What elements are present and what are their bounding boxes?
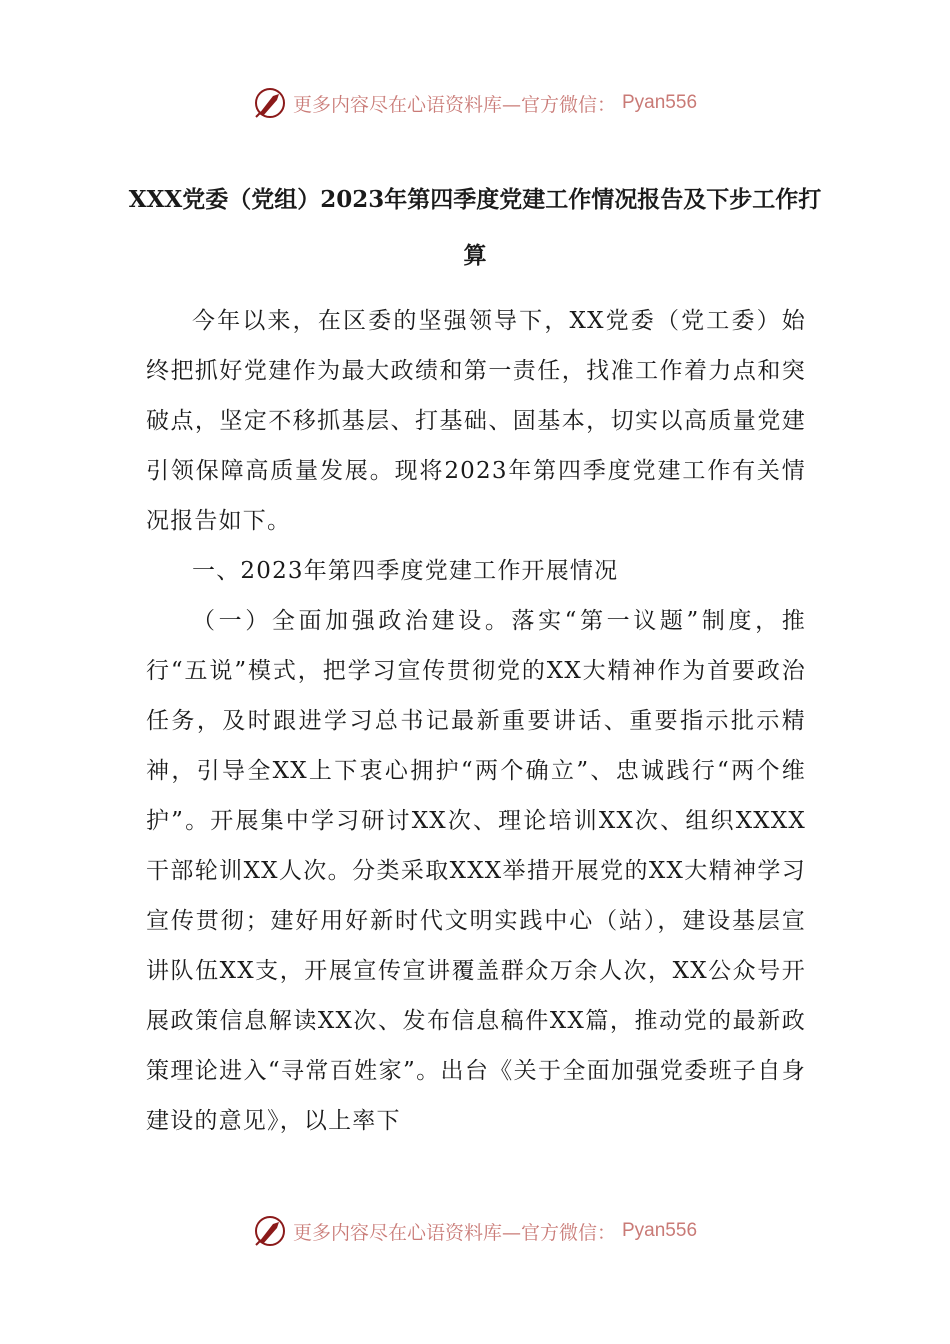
watermark-banner-top xyxy=(0,86,950,120)
watermark-text: 更多内容尽在心语资料库—官方微信： xyxy=(292,93,616,116)
watermark-wechat-id: Pyan556 xyxy=(622,92,698,113)
body-paragraph: （一）全面加强政治建设。落实“第一议题”制度，推行“五说”模式，把学习宣传贯彻党的XX大精神作为首要政治任务，及时跟进学习总书记最新重要讲话、重要指示批示精神，引导全XX上下衷心拥护“两个确立”、忠诚践行“两个维护”。开展集中学习研讨XX次、理论培训XX次、组织XXXX干部轮训XX人次。分类采取XXX举措开展党的XX大精神学习宣传贯彻；建好用好新时代文明实践中心（站），建设基层宣讲队伍XX支，开展宣传宣讲覆盖群众万余人次，XX公众号开展政策信息解读XX次、发布信息稿件XX篇，推动党的最新政策理论进入“寻常百姓家”。出台《关于全面加强党委班子自身建设的意见》，以上率下 xyxy=(146,608,806,1134)
intro-paragraph: 今年以来，在区委的坚强领导下，XX党委（党工委）始终把抓好党建作为最大政绩和第一责任，找准工作着力点和突破点，坚定不移抓基层、打基础、固基本，切实以高质量党建引领保障高质量发展。现将2023年第四季度党建工作有关情况报告如下。 xyxy=(146,308,806,534)
watermark-text: 更多内容尽在心语资料库—官方微信： xyxy=(292,1221,616,1244)
document-title: XXX党委（党组）2023年第四季度党建工作情况报告及下步工作打算 xyxy=(128,186,822,269)
document-body xyxy=(146,296,806,1146)
section-heading: 一、2023年第四季度党建工作开展情况 xyxy=(192,558,619,584)
pen-nib-circle-logo-icon xyxy=(253,1214,287,1248)
watermark-banner-bottom xyxy=(0,1214,950,1248)
watermark-wechat-id: Pyan556 xyxy=(622,1220,698,1241)
pen-nib-circle-logo-icon xyxy=(253,86,287,120)
